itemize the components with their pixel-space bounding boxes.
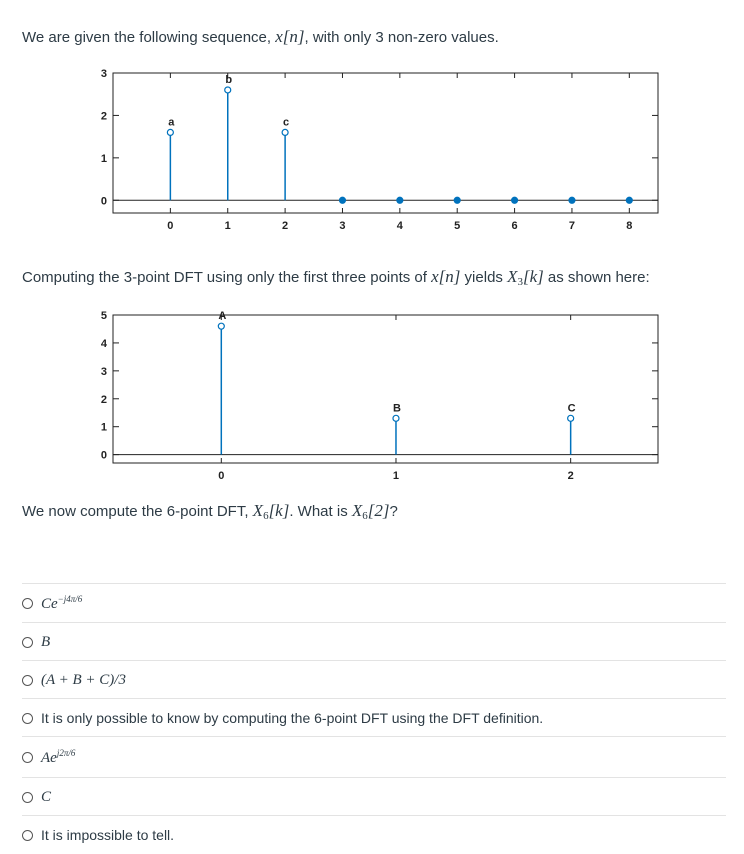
dft3-xtick-label: 1 [392, 470, 400, 482]
answer-option-4[interactable] [22, 698, 726, 737]
answer-option-5[interactable] [22, 736, 726, 777]
dft3-ytick-label: 3 [100, 365, 107, 378]
dft3-stem-marker-1 [393, 415, 399, 421]
option-label: B [41, 633, 51, 650]
option-label: It is impossible to tell. [41, 827, 175, 843]
dft3-ytick-label: 5 [100, 310, 107, 322]
option-label: C [41, 788, 52, 805]
seq-stem-marker-3 [339, 197, 345, 203]
dft3-after: as shown here: [543, 269, 650, 286]
option-label: $Ce^{-j4\pi/6}$ [41, 593, 83, 612]
dft3-ytick-label: 2 [100, 393, 107, 406]
radio-button[interactable] [22, 675, 33, 686]
seq-ytick-label: 0 [100, 195, 107, 208]
option-label: (A + B + C)/3 [41, 671, 126, 688]
dft3-xtick-label: 2 [567, 470, 574, 482]
seq-stem-marker-1 [225, 87, 231, 93]
seq-stem-marker-5 [454, 197, 460, 203]
dft3-math: x[n] [431, 267, 461, 286]
question-middle: . What is [289, 503, 352, 520]
dft3-before: Computing the 3-point DFT using only the first three points of [22, 269, 432, 286]
dft3-math2-base: X [507, 267, 518, 286]
intro-math: x[n] [275, 27, 305, 46]
dft3-stem-marker-0 [218, 323, 224, 329]
seq-xtick-label: 5 [454, 220, 461, 232]
seq-stem-marker-2 [282, 129, 288, 135]
question-m2-base: X [351, 501, 363, 520]
intro-before: We are given the following sequence, [22, 29, 276, 46]
question-after: ? [389, 503, 398, 520]
sequence-stem-plot [0, 60, 744, 260]
question-m2-rest: [2] [367, 501, 390, 520]
seq-xtick-label: 7 [568, 220, 576, 232]
seq-ytick-label: 1 [100, 152, 107, 165]
radio-button[interactable] [22, 752, 33, 763]
dft3-xtick-label: 0 [218, 470, 225, 482]
option-label: It is only possible to know by computing the 6-point DFT using the DFT definition. [41, 710, 544, 726]
seq-ytick-label: 3 [100, 68, 107, 80]
radio-button[interactable] [22, 637, 33, 648]
seq-stem-label-c: c [283, 116, 290, 129]
seq-xtick-label: 3 [339, 220, 346, 232]
question-m1-sub: 6 [263, 510, 269, 522]
dft3-stem-label-A: A [218, 310, 227, 323]
seq-stem-marker-8 [626, 197, 632, 203]
question-m1-rest: [k] [268, 501, 290, 520]
radio-button[interactable] [22, 713, 33, 724]
seq-stem-marker-7 [569, 197, 575, 203]
radio-button[interactable] [22, 792, 33, 803]
answer-option-2[interactable] [22, 622, 726, 661]
question-text [22, 501, 398, 522]
intro-text [22, 27, 499, 47]
dft3-ytick-label: 1 [100, 421, 107, 434]
dft3-ytick-label: 0 [100, 449, 107, 462]
seq-xtick-label: 8 [626, 220, 633, 232]
question-before: We now compute the 6-point DFT, [22, 503, 253, 520]
dft3-stem-label-C: C [567, 402, 576, 415]
seq-stem-marker-0 [167, 129, 173, 135]
answer-option-7[interactable] [22, 815, 726, 854]
seq-xtick-label: 4 [396, 220, 403, 232]
seq-xtick-label: 6 [511, 220, 518, 232]
seq-stem-label-b: b [225, 73, 233, 86]
dft3-stem-label-B: B [393, 402, 401, 415]
dft3-middle: yields [460, 269, 508, 286]
intro-after: , with only 3 non-zero values. [304, 29, 499, 46]
dft3-text [22, 267, 650, 288]
seq-xtick-label: 1 [224, 220, 231, 232]
dft3-math2-rest: [k] [522, 267, 544, 286]
radio-button[interactable] [22, 598, 33, 609]
answer-option-6[interactable] [22, 777, 726, 816]
answer-option-3[interactable] [22, 660, 726, 699]
option-label: $Ae^{j2\pi/6}$ [41, 747, 76, 766]
dft3-stem-marker-2 [568, 415, 574, 421]
question-m1-base: X [252, 501, 264, 520]
answer-option-1[interactable] [22, 583, 726, 622]
seq-xtick-label: 2 [282, 220, 289, 232]
seq-stem-marker-6 [512, 197, 518, 203]
seq-xtick-label: 0 [167, 220, 174, 232]
seq-stem-label-a: a [168, 116, 175, 129]
dft3-math2-sub: 3 [517, 276, 523, 288]
dft3-stem-plot [0, 300, 744, 495]
dft3-axes-box [113, 315, 658, 463]
radio-button[interactable] [22, 830, 33, 841]
question-m2-sub: 6 [362, 510, 368, 522]
dft3-ytick-label: 4 [100, 337, 107, 350]
seq-stem-marker-4 [397, 197, 403, 203]
seq-axes-box [113, 73, 658, 213]
seq-ytick-label: 2 [100, 110, 107, 123]
